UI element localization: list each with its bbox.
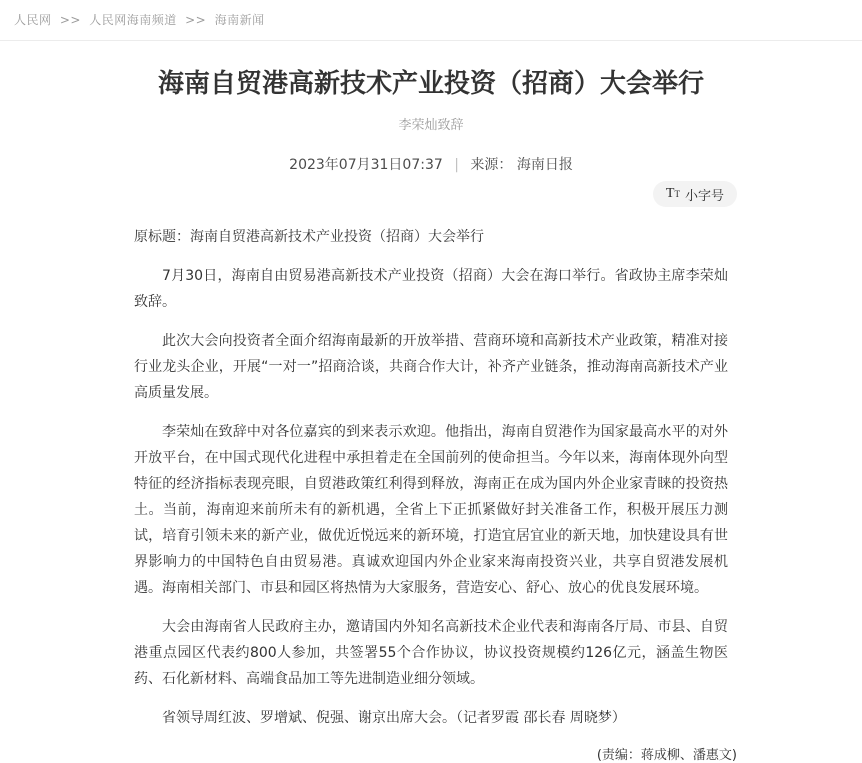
breadcrumb-link-hainan-news[interactable]: 海南新闻 — [214, 13, 265, 27]
editor-note: (责编：蒋成柳、潘惠文) — [596, 748, 737, 763]
article-title: 海南自贸港高新技术产业投资（招商）大会举行 — [157, 69, 704, 99]
article-body — [125, 224, 737, 731]
article-paragraph: 李荣灿在致辞中对各位嘉宾的到来表示欢迎。他指出，海南自贸港作为国家最高水平的对外开放平台，在中国式现代化进程中承担着走在全国前列的使命担当。今年以来，海南体现外向型特征的经济指标表现亮眼，自贸港政策红利得到释放，海南正在成为国内外企业家青睐的投资热土。当前，海南迎来前所未有的新机遇，全省上下正抓紧做好封关准备工作，积极开展压力测试，培育引领未来的新产业，做优近悦远来的新环境，打造宜居宜业的新天地，加快建设具有世界影响力的中国特色自由贸易港。真诚欢迎国内外企业家来海南投资兴业，共享自贸港发展机遇。海南相关部门、市县和园区将热情为大家服务，营造安心、舒心、放心的优良发展环境。 — [134, 424, 728, 596]
breadcrumb-separator: >> — [185, 13, 207, 27]
article-paragraph: 大会由海南省人民政府主办，邀请国内外知名高新技术企业代表和海南各厅局、市县、自贸港重点园区代表约800人参加，共签署55个合作协议，协议投资规模约126亿元，涵盖生物医药、石化新材料、高端食品加工等先进制造业细分领域。 — [134, 619, 728, 687]
source-label: 来源： — [470, 157, 513, 173]
font-size-control[interactable] — [653, 181, 737, 207]
font-size-label: 小字号 — [684, 188, 724, 204]
font-size-icon: T T — [665, 186, 680, 201]
source-link[interactable]: 海南日报 — [516, 157, 573, 173]
article-container — [125, 68, 737, 763]
article-paragraph: 省领导周红波、罗增斌、倪强、谢京出席大会。（记者罗霞 邵长春 周晓梦） — [162, 710, 626, 726]
breadcrumb-link-hainan-channel[interactable]: 人民网海南频道 — [89, 13, 177, 27]
original-title-line: 原标题：海南自贸港高新技术产业投资（招商）大会举行 — [134, 229, 484, 245]
article-tools — [125, 181, 737, 207]
meta-separator: | — [454, 157, 459, 173]
article-meta — [125, 154, 737, 174]
breadcrumb-separator: >> — [59, 13, 81, 27]
publish-date: 2023年07月31日07:37 — [289, 157, 443, 173]
article-paragraph: 此次大会向投资者全面介绍海南最新的开放举措、营商环境和高新技术产业政策，精准对接行业龙头企业，开展“一对一”招商洽谈，共商合作大计，补齐产业链条，推动海南高新技术产业高质量发展。 — [134, 333, 728, 401]
breadcrumb-link-peoples-daily[interactable]: 人民网 — [14, 13, 52, 27]
article-paragraph: 7月30日，海南自由贸易港高新技术产业投资（招商）大会在海口举行。省政协主席李荣灿致辞。 — [134, 268, 728, 310]
article-subtitle: 李荣灿致辞 — [398, 118, 464, 133]
breadcrumb — [0, 0, 862, 41]
